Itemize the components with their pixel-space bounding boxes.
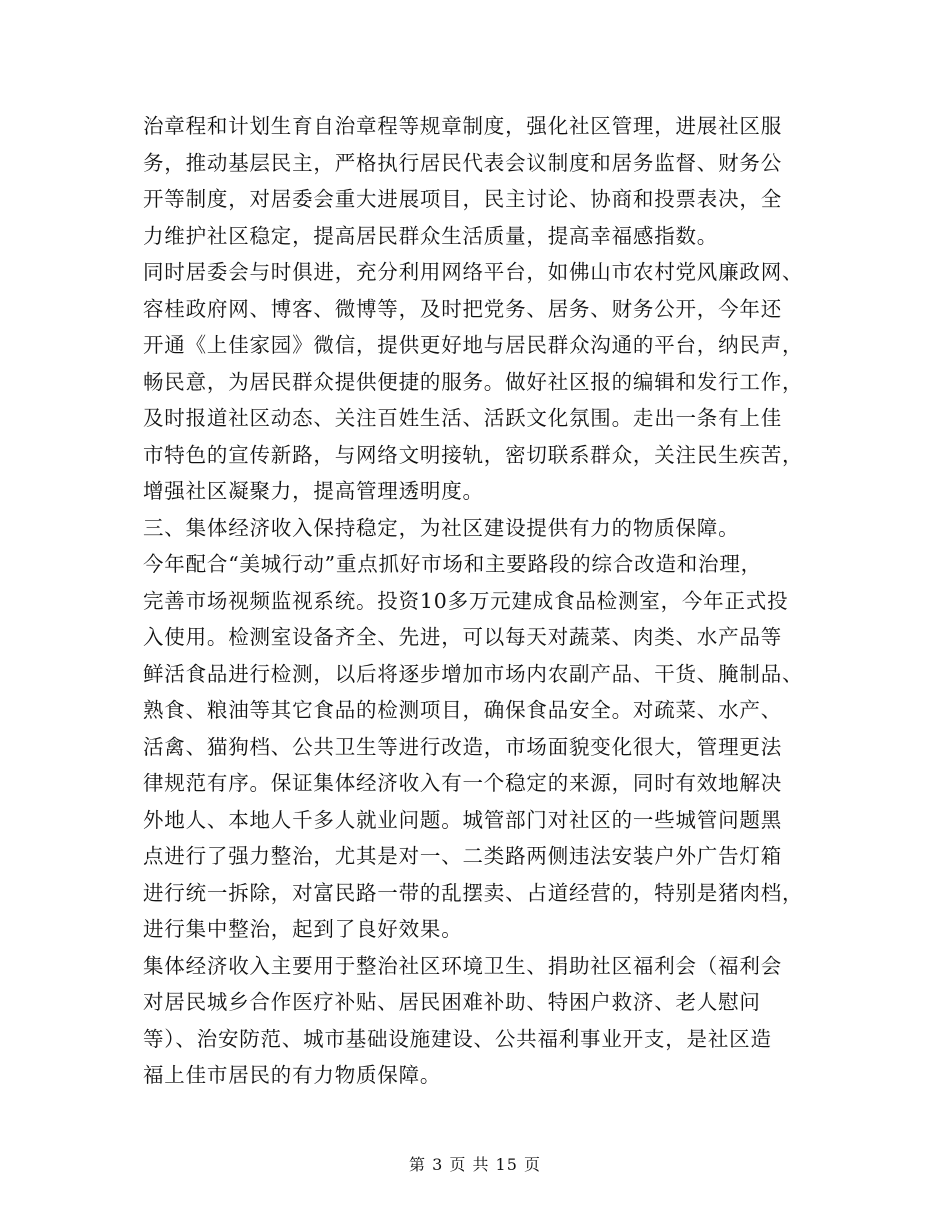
document-body xyxy=(143,108,823,1094)
text-line: 活禽、猫狗档、公共卫生等进行改造，市场面貌变化很大，管理更法 xyxy=(143,734,782,759)
text-line: 点进行了强力整治，尤其是对一、二类路两侧违法安装户外广告灯箱 xyxy=(143,844,782,868)
text-line: 同时居委会与时俱进，充分利用网络平台，如佛山市农村党风廉政网、 xyxy=(143,260,804,284)
text-line: 今年配合“美城行动”重点抓好市场和主要路段的综合改造和治理， xyxy=(143,552,762,576)
text-line: 进行统一拆除，对富民路一带的乱摆卖、占道经营的，特别是猪肉档， xyxy=(143,880,804,905)
text-line: 外地人、本地人千多人就业问题。城管部门对社区的一些城管问题黑 xyxy=(143,807,782,832)
text-line: 畅民意，为居民群众提供便捷的服务。做好社区报的编辑和发行工作， xyxy=(143,369,804,394)
text-line: 务，推动基层民主，严格执行居民代表会议制度和居务监督、财务公 xyxy=(143,150,782,175)
text-line: 开等制度，对居委会重大进展项目，民主讨论、协商和投票表决，全 xyxy=(143,187,782,211)
section-heading: 三、集体经济收入保持稳定，为社区建设提供有力的物质保障。 xyxy=(143,515,740,540)
text-line: 鲜活食品进行检测，以后将逐步增加市场内农副产品、干货、腌制品、 xyxy=(143,661,804,686)
text-line: 容桂政府网、博客、微博等，及时把党务、居务、财务公开，今年还 xyxy=(143,296,782,321)
text-line: 力维护社区稳定，提高居民群众生活质量，提高幸福感指数。 xyxy=(143,223,719,248)
text-line: 治章程和计划生育自治章程等规章制度，强化社区管理，进展社区服 xyxy=(143,114,782,138)
text-line: 律规范有序。保证集体经济收入有一个稳定的来源，同时有效地解决 xyxy=(143,771,782,795)
text-line: 开通《上佳家园》微信，提供更好地与居民群众沟通的平台，纳民声， xyxy=(143,333,804,357)
text-line: 福上佳市居民的有力物质保障。 xyxy=(143,1063,442,1087)
text-line: 增强社区凝聚力，提高管理透明度。 xyxy=(143,479,484,503)
text-line: 进行集中整治，起到了良好效果。 xyxy=(143,917,463,941)
text-line: 集体经济收入主要用于整治社区环境卫生、捐助社区福利会（福利会 xyxy=(143,953,782,978)
text-line: 对居民城乡合作医疗补贴、居民困难补助、特困户救济、老人慰问 xyxy=(143,990,761,1014)
page-number-footer: 第 3 页 共 15 页 xyxy=(409,1155,541,1174)
text-line: 等）、治安防范、城市基础设施建设、公共福利事业开支，是社区造 xyxy=(143,1026,772,1051)
text-line: 熟食、粮油等其它食品的检测项目，确保食品安全。对疏菜、水产、 xyxy=(143,698,782,722)
text-line: 完善市场视频监视系统。投资10多万元建成食品检测室，今年正式投 xyxy=(143,588,789,613)
text-line: 入使用。检测室设备齐全、先进，可以每天对蔬菜、肉类、水产品等 xyxy=(143,625,782,649)
text-line: 及时报道社区动态、关注百姓生活、活跃文化氛围。走出一条有上佳 xyxy=(143,406,782,430)
text-line: 市特色的宣传新路，与网络文明接轨，密切联系群众，关注民生疾苦， xyxy=(143,442,804,467)
